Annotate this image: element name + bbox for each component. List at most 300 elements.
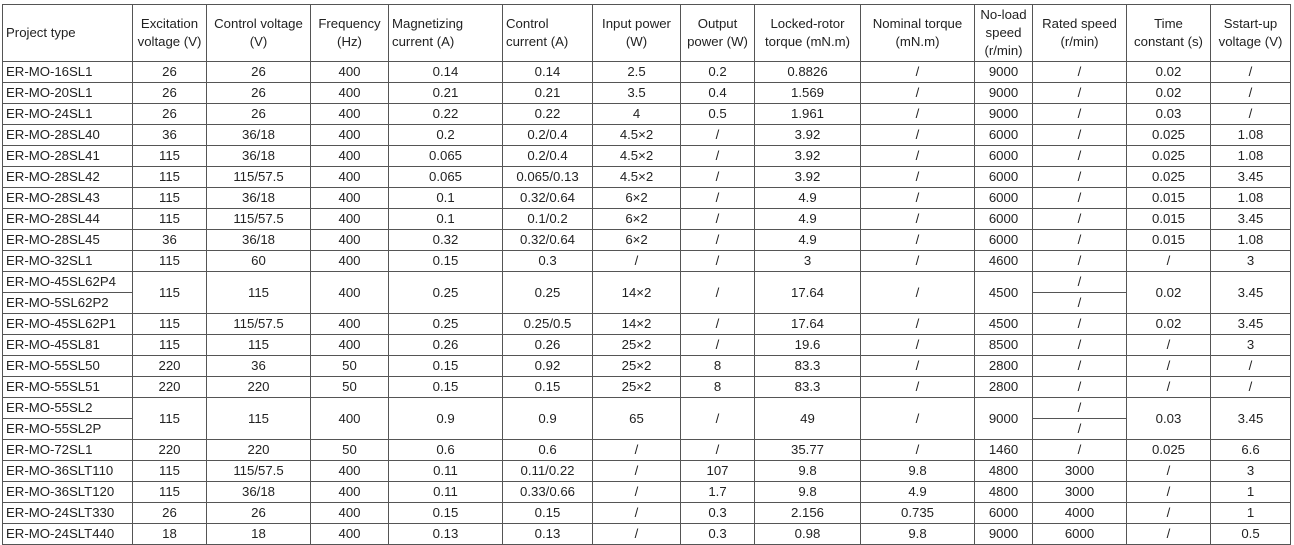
table-cell: 115: [133, 461, 207, 482]
table-cell: /: [1127, 335, 1211, 356]
table-cell: /: [681, 440, 755, 461]
table-cell: 115: [207, 335, 311, 356]
table-cell: ER-MO-45SL81: [3, 335, 133, 356]
table-cell: 0.32/0.64: [503, 230, 593, 251]
table-cell: /: [593, 503, 681, 524]
table-cell: 36: [133, 125, 207, 146]
table-cell: /: [593, 461, 681, 482]
table-row: [3, 104, 1291, 125]
table-cell: /: [861, 251, 975, 272]
table-cell: 2800: [975, 377, 1033, 398]
table-cell: 115/57.5: [207, 167, 311, 188]
table-cell: 0.21: [503, 83, 593, 104]
table-cell: 115/57.5: [207, 314, 311, 335]
table-cell: /: [681, 251, 755, 272]
table-cell: /: [861, 398, 975, 440]
table-cell: ER-MO-36SLT120: [3, 482, 133, 503]
table-cell: ER-MO-20SL1: [3, 83, 133, 104]
table-cell: 400: [311, 209, 389, 230]
table-cell: 0.015: [1127, 188, 1211, 209]
table-cell: 1: [1211, 482, 1291, 503]
table-cell: 4000: [1033, 503, 1127, 524]
table-row: [3, 188, 1291, 209]
table-cell: /: [1033, 62, 1127, 83]
table-cell: /: [593, 482, 681, 503]
table-cell: /: [1211, 377, 1291, 398]
table-cell: /: [1033, 230, 1127, 251]
table-cell: 6×2: [593, 230, 681, 251]
table-cell: 115: [133, 272, 207, 314]
table-cell: 36/18: [207, 125, 311, 146]
header-cell: Input power (W): [593, 5, 681, 62]
table-cell: 0.1: [389, 188, 503, 209]
header-cell: Sstart-up voltage (V): [1211, 5, 1291, 62]
table-cell: 0.32/0.64: [503, 188, 593, 209]
table-cell: /: [861, 230, 975, 251]
table-cell: 0.22: [503, 104, 593, 125]
table-cell: 400: [311, 503, 389, 524]
table-cell: 0.03: [1127, 398, 1211, 440]
table-cell: 25×2: [593, 356, 681, 377]
table-cell: 107: [681, 461, 755, 482]
table-row: [3, 440, 1291, 461]
table-cell: 6×2: [593, 188, 681, 209]
table-cell: ER-MO-45SL62P1: [3, 314, 133, 335]
table-cell: 115: [207, 272, 311, 314]
table-row: [3, 272, 1291, 293]
table-cell: 6000: [975, 167, 1033, 188]
table-cell: 0.4: [681, 83, 755, 104]
table-cell: 3.45: [1211, 209, 1291, 230]
table-cell: 4.9: [755, 209, 861, 230]
table-cell: 8: [681, 377, 755, 398]
table-cell: /: [681, 188, 755, 209]
header-row: [3, 5, 1291, 62]
table-cell: /: [1033, 293, 1127, 314]
table-cell: 0.065: [389, 146, 503, 167]
table-cell: 0.6: [389, 440, 503, 461]
table-cell: 0.03: [1127, 104, 1211, 125]
table-cell: 1.961: [755, 104, 861, 125]
header-cell: Output power (W): [681, 5, 755, 62]
table-cell: 115: [133, 251, 207, 272]
table-cell: 0.2: [389, 125, 503, 146]
table-cell: 0.14: [389, 62, 503, 83]
table-cell: 400: [311, 272, 389, 314]
table-cell: /: [861, 167, 975, 188]
table-cell: 400: [311, 62, 389, 83]
table-cell: 400: [311, 398, 389, 440]
table-cell: 0.065: [389, 167, 503, 188]
table-cell: /: [1033, 440, 1127, 461]
table-cell: 0.22: [389, 104, 503, 125]
table-cell: 4800: [975, 461, 1033, 482]
table-cell: 0.15: [389, 503, 503, 524]
table-cell: 400: [311, 335, 389, 356]
table-cell: /: [1033, 377, 1127, 398]
table-cell: 4.5×2: [593, 125, 681, 146]
table-cell: /: [1033, 125, 1127, 146]
table-cell: 9000: [975, 398, 1033, 440]
table-cell: 220: [133, 356, 207, 377]
table-row: [3, 356, 1291, 377]
header-cell: Magnetizing current (A): [389, 5, 503, 62]
table-cell: /: [681, 335, 755, 356]
header-cell: Control current (A): [503, 5, 593, 62]
table-cell: 6000: [975, 188, 1033, 209]
table-cell: /: [861, 209, 975, 230]
table-cell: ER-MO-24SLT330: [3, 503, 133, 524]
table-cell: 115: [133, 398, 207, 440]
table-cell: ER-MO-45SL62P4: [3, 272, 133, 293]
table-cell: 49: [755, 398, 861, 440]
header-cell: Excitation voltage (V): [133, 5, 207, 62]
table-cell: /: [681, 167, 755, 188]
table-cell: 115/57.5: [207, 461, 311, 482]
table-cell: 26: [133, 104, 207, 125]
table-cell: 26: [207, 503, 311, 524]
table-cell: ER-MO-28SL42: [3, 167, 133, 188]
table-cell: 35.77: [755, 440, 861, 461]
table-cell: 0.02: [1127, 272, 1211, 314]
table-cell: /: [1033, 188, 1127, 209]
table-cell: 4600: [975, 251, 1033, 272]
table-cell: /: [861, 377, 975, 398]
table-cell: 0.25: [389, 272, 503, 314]
table-cell: 4.9: [755, 188, 861, 209]
table-cell: /: [681, 272, 755, 314]
table-cell: 0.21: [389, 83, 503, 104]
table-cell: 17.64: [755, 272, 861, 314]
header-cell: Rated speed (r/min): [1033, 5, 1127, 62]
table-cell: 0.015: [1127, 209, 1211, 230]
table-row: [3, 503, 1291, 524]
table-cell: 83.3: [755, 356, 861, 377]
table-cell: ER-MO-16SL1: [3, 62, 133, 83]
table-cell: 0.025: [1127, 440, 1211, 461]
table-row: [3, 461, 1291, 482]
table-cell: 115: [207, 398, 311, 440]
table-row: [3, 314, 1291, 335]
table-cell: 0.065/0.13: [503, 167, 593, 188]
table-cell: 115: [133, 167, 207, 188]
table-cell: 4.5×2: [593, 167, 681, 188]
table-cell: 3.45: [1211, 272, 1291, 314]
table-cell: /: [1033, 83, 1127, 104]
table-cell: ER-MO-28SL45: [3, 230, 133, 251]
table-cell: 0.025: [1127, 167, 1211, 188]
table-cell: /: [861, 440, 975, 461]
table-cell: 3: [1211, 335, 1291, 356]
table-cell: 400: [311, 146, 389, 167]
table-cell: 36/18: [207, 482, 311, 503]
table-cell: ER-MO-72SL1: [3, 440, 133, 461]
table-cell: /: [593, 524, 681, 545]
table-cell: 0.15: [389, 251, 503, 272]
table-row: [3, 83, 1291, 104]
table-cell: /: [1033, 167, 1127, 188]
table-cell: 400: [311, 83, 389, 104]
table-cell: /: [681, 209, 755, 230]
table-cell: /: [1127, 503, 1211, 524]
table-row: [3, 209, 1291, 230]
table-cell: /: [593, 251, 681, 272]
table-cell: 0.3: [681, 524, 755, 545]
table-cell: 115: [133, 482, 207, 503]
table-cell: 9000: [975, 104, 1033, 125]
table-cell: /: [1033, 104, 1127, 125]
table-cell: 8: [681, 356, 755, 377]
table-cell: 6000: [1033, 524, 1127, 545]
table-cell: 400: [311, 104, 389, 125]
table-cell: 400: [311, 482, 389, 503]
table-cell: 1.08: [1211, 146, 1291, 167]
table-cell: 0.02: [1127, 83, 1211, 104]
table-cell: 0.3: [681, 503, 755, 524]
table-cell: 14×2: [593, 314, 681, 335]
table-cell: 115: [133, 146, 207, 167]
table-cell: 83.3: [755, 377, 861, 398]
table-cell: 6000: [975, 125, 1033, 146]
table-cell: /: [861, 83, 975, 104]
table-cell: 2.156: [755, 503, 861, 524]
table-cell: 400: [311, 188, 389, 209]
table-cell: /: [861, 62, 975, 83]
table-cell: 3: [1211, 461, 1291, 482]
table-cell: 14×2: [593, 272, 681, 314]
table-cell: 3.45: [1211, 167, 1291, 188]
table-cell: 50: [311, 377, 389, 398]
table-cell: 1.08: [1211, 188, 1291, 209]
table-cell: ER-MO-28SL43: [3, 188, 133, 209]
table-cell: 1: [1211, 503, 1291, 524]
table-row: [3, 230, 1291, 251]
table-cell: /: [1033, 335, 1127, 356]
table-cell: /: [1127, 356, 1211, 377]
table-cell: /: [681, 314, 755, 335]
table-cell: /: [1033, 419, 1127, 440]
table-cell: 0.5: [681, 104, 755, 125]
table-cell: 3000: [1033, 482, 1127, 503]
table-cell: 36/18: [207, 146, 311, 167]
header-cell: No-load speed (r/min): [975, 5, 1033, 62]
table-cell: 6×2: [593, 209, 681, 230]
table-cell: 0.9: [503, 398, 593, 440]
table-cell: 400: [311, 251, 389, 272]
table-cell: 0.15: [503, 503, 593, 524]
table-cell: /: [681, 146, 755, 167]
table-cell: 26: [133, 503, 207, 524]
table-cell: 115: [133, 335, 207, 356]
table-row: [3, 167, 1291, 188]
table-cell: 3.92: [755, 167, 861, 188]
table-cell: 1.7: [681, 482, 755, 503]
table-cell: 19.6: [755, 335, 861, 356]
table-cell: 115: [133, 314, 207, 335]
table-row: [3, 482, 1291, 503]
table-cell: 6000: [975, 209, 1033, 230]
table-cell: 4.5×2: [593, 146, 681, 167]
table-cell: 4500: [975, 272, 1033, 314]
table-cell: 26: [207, 62, 311, 83]
table-cell: 8500: [975, 335, 1033, 356]
table-cell: /: [1033, 251, 1127, 272]
table-cell: 115: [133, 188, 207, 209]
table-cell: 0.15: [389, 356, 503, 377]
table-cell: 50: [311, 356, 389, 377]
table-cell: 0.14: [503, 62, 593, 83]
table-cell: 400: [311, 125, 389, 146]
table-cell: 1460: [975, 440, 1033, 461]
table-cell: /: [593, 440, 681, 461]
table-cell: 25×2: [593, 377, 681, 398]
table-cell: 2800: [975, 356, 1033, 377]
table-cell: 220: [133, 440, 207, 461]
table-cell: 115: [133, 209, 207, 230]
table-cell: ER-MO-24SL1: [3, 104, 133, 125]
table-cell: /: [861, 104, 975, 125]
table-cell: /: [861, 272, 975, 314]
table-cell: 17.64: [755, 314, 861, 335]
table-cell: ER-MO-24SLT440: [3, 524, 133, 545]
table-cell: /: [861, 188, 975, 209]
table-cell: ER-MO-55SL51: [3, 377, 133, 398]
table-cell: 0.11: [389, 482, 503, 503]
table-cell: 0.3: [503, 251, 593, 272]
table-cell: 0.2/0.4: [503, 146, 593, 167]
table-cell: 9.8: [861, 524, 975, 545]
table-cell: 26: [133, 83, 207, 104]
table-cell: 3.45: [1211, 398, 1291, 440]
table-cell: /: [861, 314, 975, 335]
table-cell: 36/18: [207, 230, 311, 251]
table-cell: 18: [133, 524, 207, 545]
table-cell: 65: [593, 398, 681, 440]
table-cell: 0.025: [1127, 125, 1211, 146]
table-cell: 1.08: [1211, 230, 1291, 251]
table-cell: 18: [207, 524, 311, 545]
table-cell: ER-MO-5SL62P2: [3, 293, 133, 314]
table-row: [3, 524, 1291, 545]
table-cell: 6.6: [1211, 440, 1291, 461]
table-cell: 115/57.5: [207, 209, 311, 230]
table-cell: 6000: [975, 146, 1033, 167]
table-cell: 0.8826: [755, 62, 861, 83]
table-cell: 400: [311, 230, 389, 251]
table-cell: /: [1033, 398, 1127, 419]
table-cell: /: [681, 230, 755, 251]
table-cell: 0.2/0.4: [503, 125, 593, 146]
table-cell: /: [1127, 461, 1211, 482]
table-row: [3, 251, 1291, 272]
table-cell: /: [1033, 209, 1127, 230]
header-cell: Project type: [3, 5, 133, 62]
table-cell: 0.1/0.2: [503, 209, 593, 230]
table-cell: 0.13: [389, 524, 503, 545]
table-cell: 9.8: [861, 461, 975, 482]
table-cell: 25×2: [593, 335, 681, 356]
table-cell: 0.015: [1127, 230, 1211, 251]
table-cell: 3000: [1033, 461, 1127, 482]
table-cell: 0.025: [1127, 146, 1211, 167]
table-cell: 2.5: [593, 62, 681, 83]
table-cell: /: [1033, 356, 1127, 377]
table-cell: /: [1211, 104, 1291, 125]
table-cell: 4.9: [861, 482, 975, 503]
table-cell: 9.8: [755, 482, 861, 503]
table-cell: 0.33/0.66: [503, 482, 593, 503]
table-cell: /: [861, 125, 975, 146]
table-cell: 6000: [975, 230, 1033, 251]
header-cell: Control voltage (V): [207, 5, 311, 62]
table-cell: 0.1: [389, 209, 503, 230]
table-cell: 0.25/0.5: [503, 314, 593, 335]
table-row: [3, 335, 1291, 356]
table-cell: 0.735: [861, 503, 975, 524]
table-cell: 0.6: [503, 440, 593, 461]
table-cell: /: [681, 125, 755, 146]
table-cell: 36: [207, 356, 311, 377]
table-cell: 9000: [975, 83, 1033, 104]
table-cell: ER-MO-28SL41: [3, 146, 133, 167]
table-cell: ER-MO-28SL44: [3, 209, 133, 230]
table-cell: 1.08: [1211, 125, 1291, 146]
table-row: [3, 62, 1291, 83]
table-cell: 0.9: [389, 398, 503, 440]
table-cell: /: [1127, 482, 1211, 503]
table-cell: 0.15: [503, 377, 593, 398]
table-cell: 3.45: [1211, 314, 1291, 335]
table-cell: 4500: [975, 314, 1033, 335]
header-cell: Locked-rotor torque (mN.m): [755, 5, 861, 62]
table-cell: 3: [755, 251, 861, 272]
table-cell: 0.25: [503, 272, 593, 314]
table-cell: 4800: [975, 482, 1033, 503]
table-cell: 400: [311, 167, 389, 188]
table-cell: 220: [133, 377, 207, 398]
table-cell: 36/18: [207, 188, 311, 209]
table-cell: 9.8: [755, 461, 861, 482]
table-cell: 0.13: [503, 524, 593, 545]
table-cell: /: [1033, 314, 1127, 335]
table-cell: /: [1211, 83, 1291, 104]
table-cell: 0.2: [681, 62, 755, 83]
table-cell: ER-MO-32SL1: [3, 251, 133, 272]
table-cell: 0.5: [1211, 524, 1291, 545]
table-cell: 0.02: [1127, 314, 1211, 335]
table-row: [3, 398, 1291, 419]
table-row: [3, 125, 1291, 146]
table-cell: /: [861, 356, 975, 377]
table-cell: 0.98: [755, 524, 861, 545]
table-row: [3, 377, 1291, 398]
table-cell: 400: [311, 314, 389, 335]
table-cell: 9000: [975, 524, 1033, 545]
table-cell: 26: [133, 62, 207, 83]
table-cell: 400: [311, 524, 389, 545]
table-cell: /: [1033, 146, 1127, 167]
table-cell: 3: [1211, 251, 1291, 272]
table-cell: ER-MO-36SLT110: [3, 461, 133, 482]
table-cell: 0.26: [503, 335, 593, 356]
table-cell: 26: [207, 83, 311, 104]
table-cell: /: [681, 398, 755, 440]
table-cell: 0.15: [389, 377, 503, 398]
table-cell: 36: [133, 230, 207, 251]
header-cell: Nominal torque (mN.m): [861, 5, 975, 62]
table-cell: ER-MO-55SL2: [3, 398, 133, 419]
table-cell: 220: [207, 377, 311, 398]
